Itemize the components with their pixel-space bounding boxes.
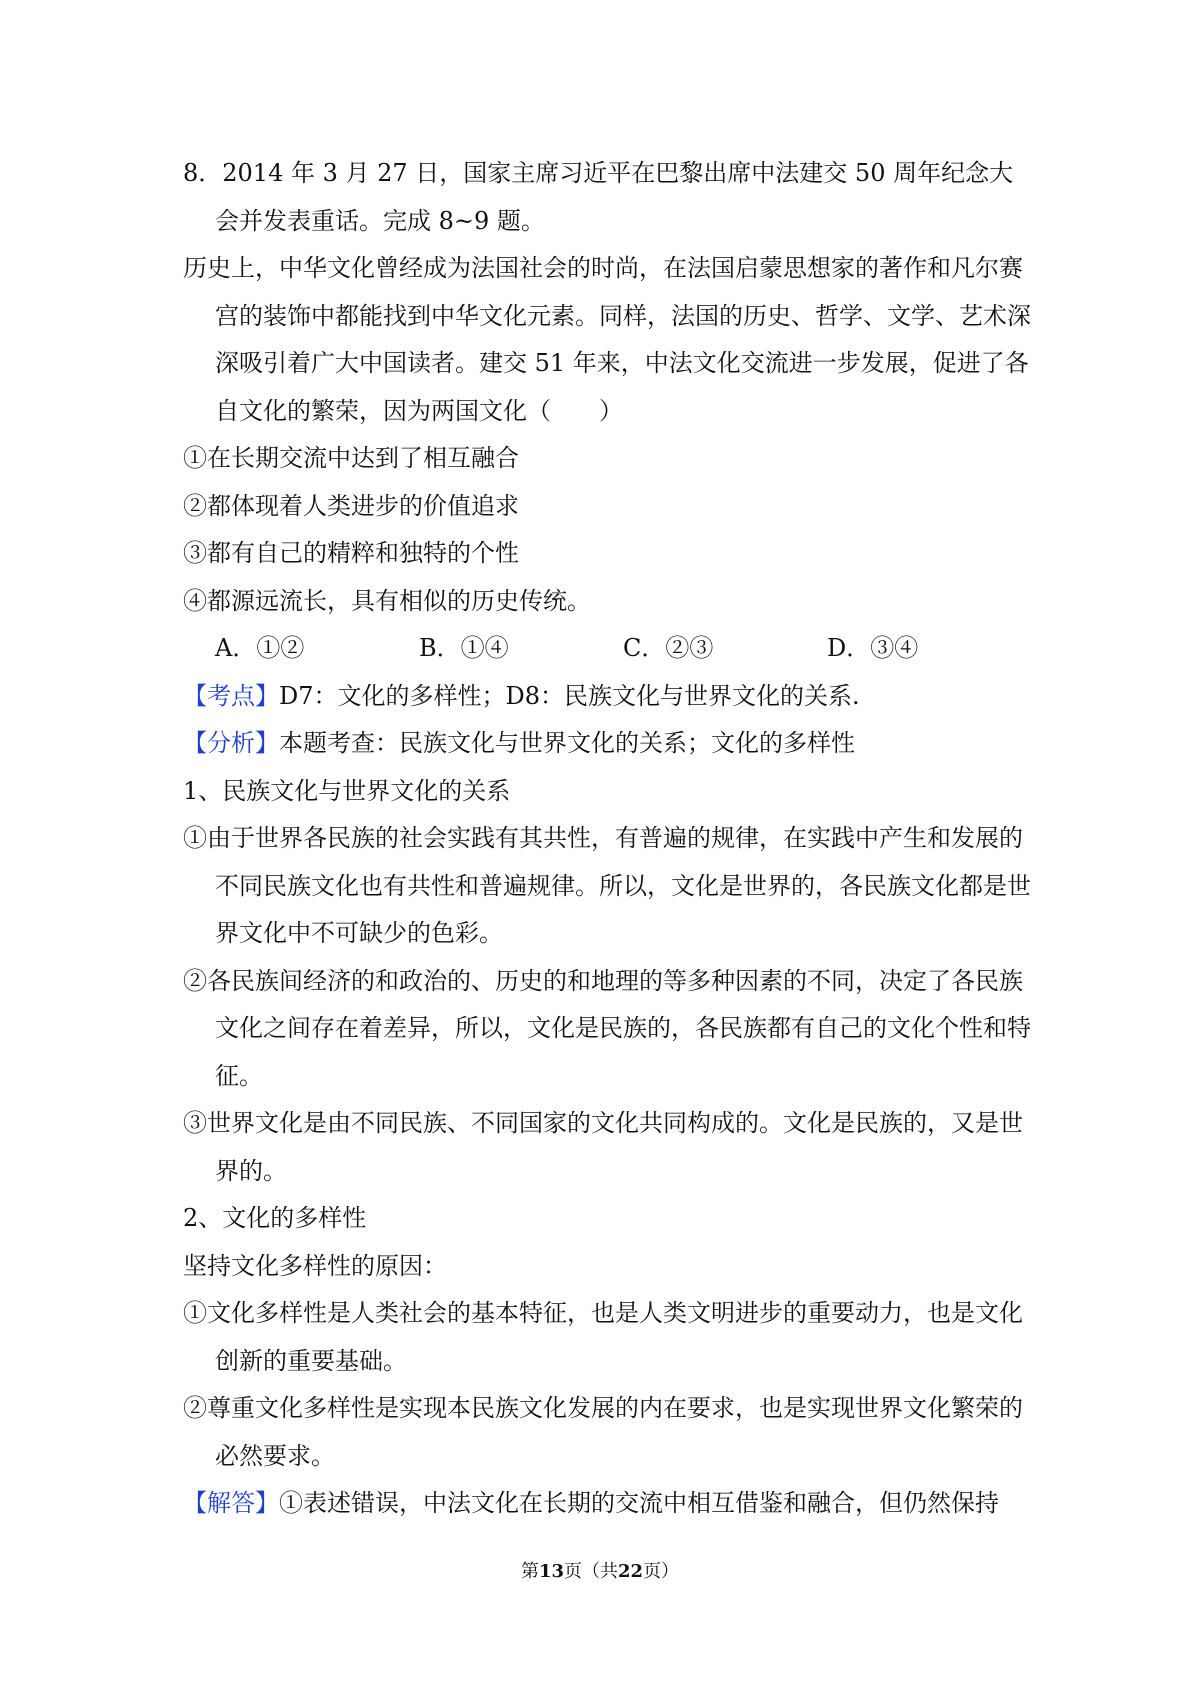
analysis-point-1: ①由于世界各民族的社会实践有其共性，有普遍的规律，在实践中产生和发展的不同民族文化也有共性和普遍规律。所以，文化是世界的，各民族文化都是世界文化中不可缺少的色彩。: [183, 824, 1031, 947]
fenxi-tag: 【分析】: [183, 729, 279, 757]
analysis-point-2: ②各民族间经济的和政治的、历史的和地理的等多种因素的不同，决定了各民族文化之间存在着差异，所以，文化是民族的，各民族都有自己的文化个性和特征。: [183, 966, 1031, 1090]
jieda-line: [183, 1480, 1031, 1528]
footer-middle: 页（共: [564, 1561, 618, 1582]
fenxi-line: [183, 720, 1031, 768]
analysis-point-5: ②尊重文化多样性是实现本民族文化发展的内在要求，也是实现世界文化繁荣的必然要求。: [183, 1394, 1023, 1470]
footer-prefix: 第: [520, 1561, 539, 1582]
kaodian-tag: 【考点】: [183, 681, 279, 710]
analysis-heading-3: 坚持文化多样性的原因：: [183, 1251, 447, 1280]
option-1: ①在长期交流中达到了相互融合: [183, 444, 519, 472]
footer-total-pages: 22: [618, 1561, 644, 1582]
analysis-heading-1: 1、民族文化与世界文化的关系: [183, 776, 511, 805]
analysis-point-4: ①文化多样性是人类社会的基本特征，也是人类文明进步的重要动力，也是文化创新的重要基础。: [183, 1299, 1023, 1375]
option-2: ②都体现着人类进步的价值追求: [183, 491, 519, 520]
answer-choices: [183, 625, 1031, 673]
footer-page-number: 13: [538, 1561, 564, 1582]
footer-suffix: 页）: [643, 1561, 680, 1582]
option-3: ③都有自己的精粹和独特的个性: [183, 539, 519, 567]
choice-d: D．③④: [827, 634, 919, 662]
choice-b: B．①④: [419, 634, 509, 662]
choice-a: A．①②: [215, 634, 305, 662]
option-4: ④都源远流长，具有相似的历史传统。: [183, 586, 591, 615]
choice-c: C．②③: [623, 634, 714, 662]
fenxi-text: 本题考查：民族文化与世界文化的关系；文化的多样性: [279, 729, 855, 757]
question-stem: 8．2014 年 3 月 27 日，国家主席习近平在巴黎出席中法建交 50 周年纪念大会并发表重话。完成 8~9 题。: [183, 159, 1014, 235]
jieda-tag: 【解答】: [183, 1489, 279, 1517]
kaodian-line: [183, 673, 1031, 721]
question-material: 历史上，中华文化曾经成为法国社会的时尚，在法国启蒙思想家的著作和凡尔赛宫的装饰中都能找到中华文化元素。同样，法国的历史、哲学、文学、艺术深深吸引着广大中国读者。建交 51 年来，中法文化交流进一步发展，促进了各自文化的繁荣，因为两国文化（ ）: [183, 254, 1031, 425]
document-page: [183, 150, 1031, 1528]
jieda-text: ①表述错误，中法文化在长期的交流中相互借鉴和融合，但仍然保持: [279, 1489, 999, 1517]
analysis-point-3: ③世界文化是由不同民族、不同国家的文化共同构成的。文化是民族的，又是世界的。: [183, 1109, 1023, 1185]
analysis-heading-2: 2、文化的多样性: [183, 1204, 367, 1232]
page-footer: [0, 1557, 1200, 1583]
kaodian-text: D7：文化的多样性；D8：民族文化与世界文化的关系.: [279, 681, 860, 710]
